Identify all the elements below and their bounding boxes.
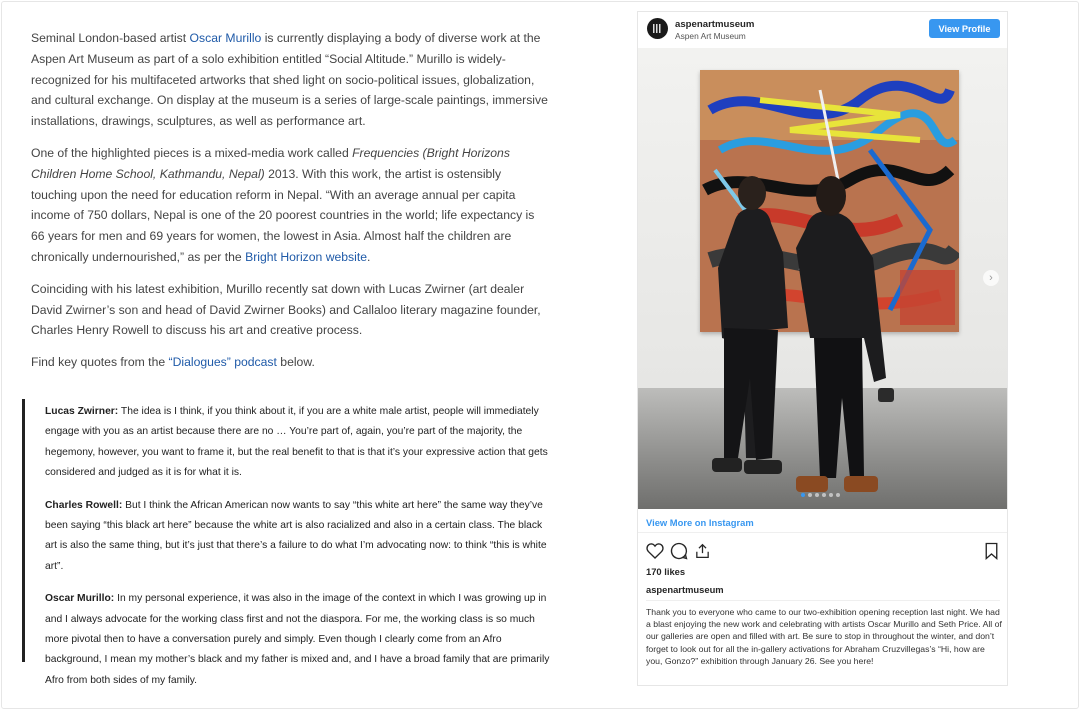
- quote-speaker: Oscar Murillo:: [45, 593, 115, 605]
- comment-icon[interactable]: [670, 542, 688, 560]
- p4-text-start: Find key quotes from the: [31, 355, 169, 370]
- artwork-title: Frequencies (Bright Horizons Children Home School, Kathmandu, Nepal): [31, 145, 510, 181]
- article-paragraph-1: [31, 28, 549, 132]
- divider: [646, 600, 1000, 601]
- quote-charles-rowell: [45, 496, 552, 578]
- quote-oscar-murillo: [45, 589, 552, 691]
- article-paragraph-4: [31, 352, 549, 373]
- oscar-murillo-link[interactable]: Oscar Murillo: [189, 31, 262, 45]
- p1-text-start: Seminal London-based artist: [31, 31, 190, 45]
- quote-text: In my personal experience, it was also in the image of the context in which I was growing up in and I always advocate for the working class first and not the diaspora. For me, the working class is so much more pivotal then to have a conversation purely and simply. Even though I clearly come from an Afro background, I mean my mother’s black and my father is mixed and, and I have a broad family that are primarily Afro from both sides of my family.: [45, 593, 550, 686]
- likes-count: 170 likes: [646, 566, 686, 577]
- p1-text-end: is currently displaying a body of diverse work at the Aspen Art Museum as part of a solo exhibition entitled “Social Altitude.” Murillo is widely-recognized for his multifaceted artworks that shed light on socio-political issues, globalization, and cultural exchange. On display at the museum is a series of large-scale paintings, immersive installations, drawings, sculptures, as well as performance art.: [31, 31, 548, 129]
- quote-text: But I think the African American now wants to say “this white art here” the same way they’ve been saying “this black art here” because the white art is also racialized and also in a certain class. The black art is also the same thing, but it’s just that there’s a failure to do what I’m advocating now: to think “this is white art”.: [45, 499, 547, 572]
- carousel-dot: [836, 493, 840, 497]
- post-caption: Thank you to everyone who came to our two-exhibition opening reception last night. We had a blast enjoying the new work and celebrating with artists Oscar Murillo and Seth Price. All of our galleries are open and filled with art. Be sure to stop in throughout the winter, and don’t forget to look out for all the in-gallery activations for Abraham Cruzvillegas’s “Hi, how are you, Gonzo?” exhibition through January 26. See you here!: [646, 607, 1002, 666]
- article-paragraph-3: Coinciding with his latest exhibition, Murillo recently sat down with Lucas Zwirner (art dealer David Zwirner’s son and head of David Zwirner Books) and Callaloo literary magazine founder, Charles Henry Rowell to discuss his art and creative process.: [31, 281, 541, 338]
- instagram-username[interactable]: aspenartmuseum: [675, 19, 755, 30]
- view-more-link[interactable]: View More on Instagram: [646, 517, 754, 528]
- view-profile-button[interactable]: View Profile: [929, 19, 1000, 38]
- quote-speaker: Lucas Zwirner:: [45, 406, 119, 417]
- instagram-header: [638, 12, 1007, 48]
- quote-text: The idea is I think, if you think about it, if you are a white male artist, people will immediately engage with you as an artist because there are no … You’re part of, again, you’re part of the majority, the hegemony, however, you want to frame it, but the real benefit to that is that it’s your expressive action that gets considered and judged as it is for what it is.: [45, 406, 548, 479]
- visitors-figures: [638, 48, 1007, 509]
- bookmark-icon[interactable]: [984, 542, 999, 560]
- dialogues-podcast-link[interactable]: “Dialogues” podcast: [168, 355, 277, 370]
- article-body: [31, 28, 549, 384]
- p2-text-end: .: [367, 249, 371, 264]
- article-paragraph-2: [31, 143, 549, 268]
- share-icon[interactable]: [694, 542, 711, 560]
- carousel-indicator: [801, 493, 843, 499]
- heart-icon[interactable]: [646, 542, 664, 559]
- p4-text-end: below.: [276, 355, 315, 370]
- carousel-dot: [822, 493, 826, 497]
- carousel-dot: [808, 493, 812, 497]
- p2-text-start: One of the highlighted pieces is a mixed-media work called: [31, 145, 353, 160]
- caption-username[interactable]: aspenartmuseum: [646, 584, 724, 595]
- carousel-next-button[interactable]: ›: [983, 270, 999, 286]
- carousel-dot: [801, 493, 805, 497]
- quote-speaker: Charles Rowell:: [45, 499, 123, 511]
- quote-lucas-zwirner: [45, 402, 552, 484]
- action-bar: [644, 542, 1004, 562]
- p2-text-middle: 2013. With this work, the artist is ostensibly touching upon the need for education reform in Nepal. “With an average annual per capita income of 750 dollars, Nepal is one of the 20 poorest countries in the world; life expectancy is 66 years for men and 69 years for women, the lowest in Asia. Almost half the children are chronically undernourished,” as per the: [31, 166, 535, 264]
- avatar[interactable]: [647, 18, 668, 39]
- instagram-photo[interactable]: [638, 48, 1007, 509]
- bright-horizon-link[interactable]: Bright Horizon website: [245, 249, 368, 264]
- blockquote: [22, 399, 552, 686]
- carousel-dot: [815, 493, 819, 497]
- museum-logo-icon: [653, 24, 662, 33]
- divider: [638, 532, 1007, 533]
- instagram-account-name: Aspen Art Museum: [675, 31, 746, 41]
- instagram-embed: [637, 11, 1008, 686]
- carousel-dot: [829, 493, 833, 497]
